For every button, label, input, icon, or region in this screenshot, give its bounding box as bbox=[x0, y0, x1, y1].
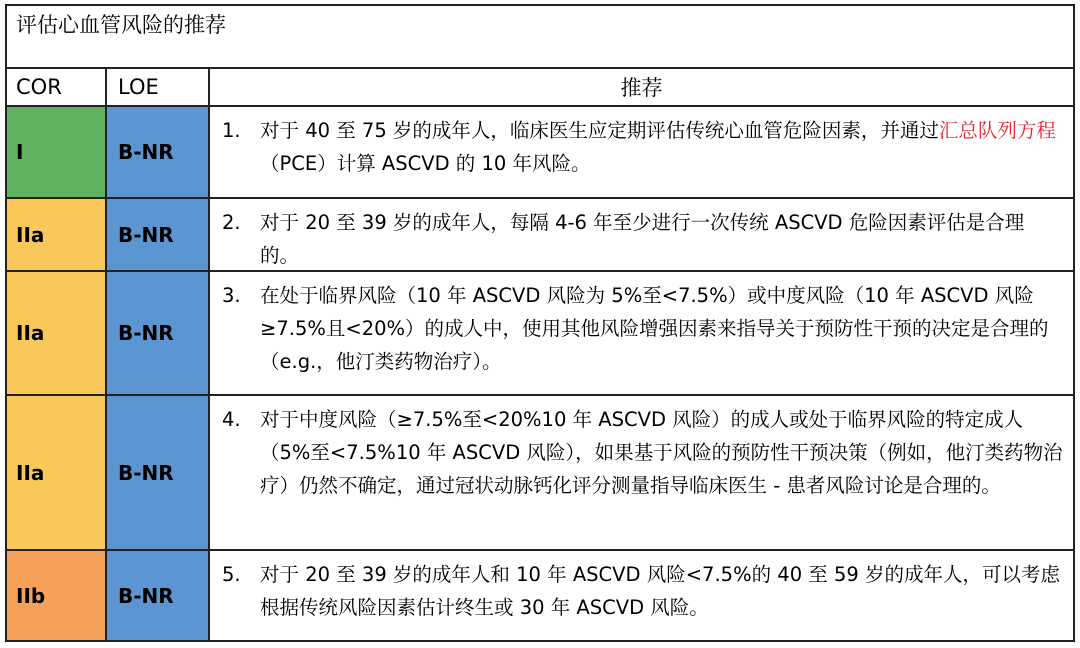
table-row-loe: B-NR bbox=[107, 396, 208, 551]
table-row-cor: IIb bbox=[7, 551, 105, 640]
table-row-recommendation bbox=[210, 199, 1073, 272]
rec-number: 1. bbox=[222, 119, 241, 142]
table-row-recommendation bbox=[210, 107, 1073, 199]
table-row-recommendation bbox=[210, 396, 1073, 551]
rec-text: 对于 20 至 39 岁的成年人和 10 年 ASCVD 风险<7.5%的 40 至 59 岁的成年人，可以考虑根据传统风险因素估计终生或 30 年 ASCVD 风险。 bbox=[260, 563, 1061, 619]
table-row-recommendation bbox=[210, 272, 1073, 396]
table-row-loe: B-NR bbox=[107, 107, 208, 199]
header-rec: 推荐 bbox=[210, 69, 1073, 107]
table-row-cor: I bbox=[7, 107, 105, 199]
rec-number: 3. bbox=[222, 284, 241, 307]
table-row-cor: IIa bbox=[7, 199, 105, 272]
table-row-loe: B-NR bbox=[107, 199, 208, 272]
rec-number: 4. bbox=[222, 408, 241, 431]
table-title: 评估心血管风险的推荐 bbox=[7, 6, 1073, 69]
header-cor: COR bbox=[7, 69, 105, 107]
table-row-cor: IIa bbox=[7, 272, 105, 396]
recommendation-table bbox=[5, 4, 1075, 642]
highlighted-term: 汇总队列方程 bbox=[938, 119, 1056, 142]
rec-text: 对于 20 至 39 岁的成年人，每隔 4-6 年至少进行一次传统 ASCVD 危险因素评估是合理的。 bbox=[260, 211, 1025, 267]
table-row-recommendation bbox=[210, 551, 1073, 640]
rec-text: 在处于临界风险（10 年 ASCVD 风险为 5%至<7.5%）或中度风险（10 年 ASCVD 风险≥7.5%且<20%）的成人中，使用其他风险增强因素来指导关于预防性干预的决定是合理的（e.g.，他汀类药物治疗）。 bbox=[260, 284, 1049, 373]
rec-number: 5. bbox=[222, 563, 241, 586]
header-loe: LOE bbox=[107, 69, 208, 107]
column-divider bbox=[208, 69, 210, 640]
table-row-loe: B-NR bbox=[107, 272, 208, 396]
column-divider bbox=[105, 69, 107, 640]
table-row-loe: B-NR bbox=[107, 551, 208, 640]
rec-text: 对于 40 至 75 岁的成年人，临床医生应定期评估传统心血管危险因素，并通过汇总队列方程（PCE）计算 ASCVD 的 10 年风险。 bbox=[260, 119, 1056, 175]
rec-text: 对于中度风险（≥7.5%至<20%10 年 ASCVD 风险）的成人或处于临界风险的特定成人（5%至<7.5%10 年 ASCVD 风险），如果基于风险的预防性干预决策（例如，他汀类药物治疗）仍然不确定，通过冠状动脉钙化评分测量指导临床医生 - 患者风险讨论是合理的。 bbox=[260, 408, 1063, 497]
table-row-cor: IIa bbox=[7, 396, 105, 551]
rec-number: 2. bbox=[222, 211, 241, 234]
